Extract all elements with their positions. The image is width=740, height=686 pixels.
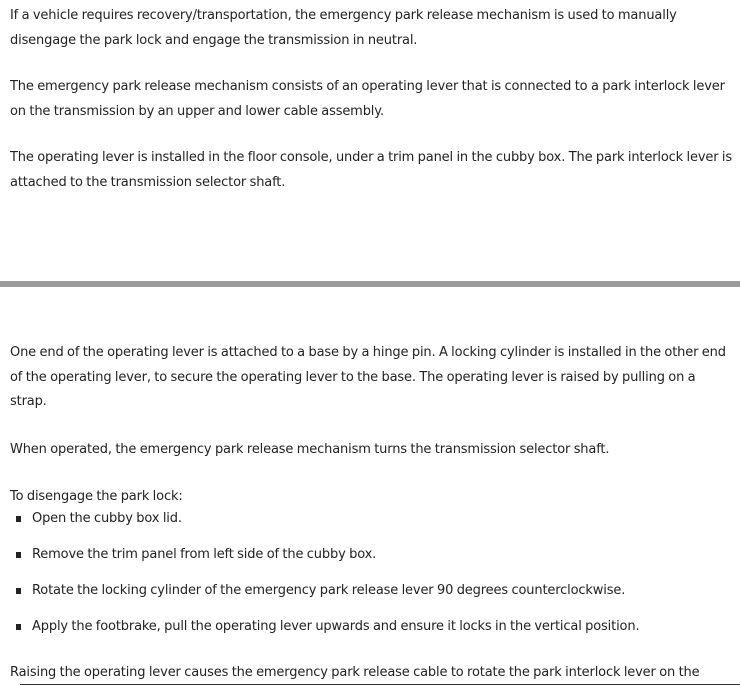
operation-paragraph-selector: When operated, the emergency park release mechanism turns the transmission selector shaft.	[10, 441, 610, 457]
section-divider	[0, 281, 740, 287]
disengage-steps-list	[10, 507, 732, 651]
list-item	[10, 579, 732, 604]
intro-paragraph-recovery: If a vehicle requires recovery/transportation, the emergency park release mechanism is used to manually disengage the park lock and engage the transmission in neutral.	[10, 8, 677, 48]
operation-paragraph-raising: Raising the operating lever causes the emergency park release cable to rotate the park interlock lever on the	[10, 665, 700, 680]
square-bullet-icon	[16, 588, 21, 594]
intro-section	[10, 4, 732, 195]
list-item	[10, 543, 732, 568]
step-text: Remove the trim panel from left side of the cubby box.	[32, 547, 377, 562]
intro-paragraph-mechanism: The emergency park release mechanism consists of an operating lever that is connected to a park interlock lever on the transmission by an upper and lower cable assembly.	[10, 79, 725, 119]
operation-section	[10, 341, 732, 510]
list-item	[10, 507, 732, 532]
operation-paragraph-disengage: To disengage the park lock:	[10, 489, 183, 504]
step-text: Rotate the locking cylinder of the emergency park release lever 90 degrees counterclockwise.	[32, 583, 626, 598]
square-bullet-icon	[16, 552, 21, 558]
step-text: Apply the footbrake, pull the operating lever upwards and ensure it locks in the vertical position.	[32, 619, 640, 634]
square-bullet-icon	[16, 516, 21, 522]
list-item	[10, 615, 732, 640]
square-bullet-icon	[16, 624, 21, 630]
intro-paragraph-location: The operating lever is installed in the floor console, under a trim panel in the cubby box. The park interlock lever is attached to the transmission selector shaft.	[10, 150, 733, 190]
step-text: Open the cubby box lid.	[32, 511, 182, 526]
operation-paragraph-lever: One end of the operating lever is attached to a base by a hinge pin. A locking cylinder is installed in the other end of the operating lever, to secure the operating lever to the base. The operating lever is raised by pulling on a strap.	[10, 345, 726, 409]
